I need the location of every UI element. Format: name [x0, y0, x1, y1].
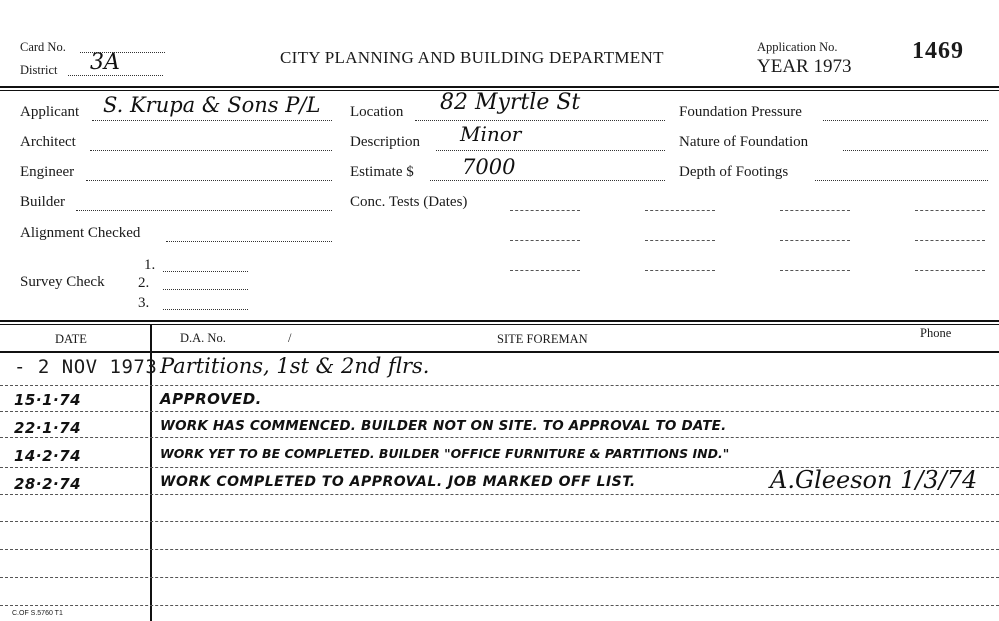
foundation-pressure-label: Foundation Pressure: [679, 104, 802, 120]
survey-line-3: [163, 309, 248, 310]
location-line: [415, 120, 665, 121]
form-code: C.OF S.5760 T1: [12, 610, 63, 617]
location-label: Location: [350, 104, 404, 120]
row-rule: [0, 494, 999, 495]
log-date: 28·2·74: [14, 475, 82, 493]
conc-line: [780, 270, 850, 271]
conc-line: [915, 210, 985, 211]
depth-footings-label: Depth of Footings: [679, 164, 789, 180]
applicant-label: Applicant: [20, 104, 80, 120]
row-rule: [0, 411, 999, 412]
conc-tests-label: Conc. Tests (Dates): [350, 194, 468, 210]
log-entry: WORK HAS COMMENCED. BUILDER NOT ON SITE. TO APPROVAL TO DATE.: [160, 418, 727, 434]
architect-line: [90, 150, 332, 151]
log-entry: WORK YET TO BE COMPLETED. BUILDER "OFFICE FURNITURE & PARTITIONS IND.": [160, 446, 730, 461]
architect-label: Architect: [20, 134, 76, 150]
year-label: YEAR 1973: [757, 56, 852, 77]
da-no-header: D.A. No.: [180, 331, 226, 345]
location-value: 82 Myrtle St: [440, 90, 581, 115]
applicant-line: [92, 120, 332, 121]
conc-line: [915, 270, 985, 271]
description-line: [436, 150, 665, 151]
district-label: District: [20, 63, 58, 77]
header-rule: [0, 86, 999, 88]
da-slash: /: [288, 331, 292, 345]
nature-foundation-line: [843, 150, 988, 151]
survey-line-2: [163, 289, 248, 290]
log-entry: Partitions, 1st & 2nd flrs.: [160, 354, 430, 378]
survey-num-2: 2.: [138, 275, 150, 291]
conc-line: [645, 210, 715, 211]
department-title: CITY PLANNING AND BUILDING DEPARTMENT: [280, 48, 664, 67]
estimate-value: 7000: [462, 155, 516, 179]
log-date: 15·1·74: [14, 391, 82, 409]
log-date: 22·1·74: [14, 419, 82, 437]
estimate-line: [430, 180, 665, 181]
conc-line: [645, 270, 715, 271]
description-label: Description: [350, 134, 420, 150]
district-value: 3A: [90, 50, 120, 75]
date-header: DATE: [55, 332, 87, 346]
depth-footings-line: [815, 180, 988, 181]
conc-line: [780, 210, 850, 211]
row-rule: [0, 605, 999, 606]
row-rule: [0, 577, 999, 578]
district-line: [68, 75, 163, 76]
log-top-rule: [0, 320, 999, 322]
description-value: Minor: [460, 122, 522, 146]
log-entry: APPROVED.: [160, 390, 262, 408]
nature-foundation-label: Nature of Foundation: [679, 134, 809, 150]
conc-line: [510, 240, 580, 241]
conc-line: [915, 240, 985, 241]
row-rule: [0, 521, 999, 522]
conc-line: [780, 240, 850, 241]
application-number: 1469: [912, 38, 964, 64]
survey-line-1: [163, 271, 248, 272]
log-date: - 2 NOV 1973: [14, 356, 158, 378]
site-foreman-header: SITE FOREMAN: [497, 332, 588, 346]
log-entry: WORK COMPLETED TO APPROVAL. JOB MARKED OFF LIST.: [160, 474, 636, 490]
conc-line: [510, 210, 580, 211]
signature: A.Gleeson 1/3/74: [770, 466, 978, 494]
alignment-line: [166, 241, 332, 242]
phone-header: Phone: [920, 326, 952, 340]
row-rule: [0, 385, 999, 386]
builder-label: Builder: [20, 194, 65, 210]
survey-check-label: Survey Check: [20, 274, 105, 290]
engineer-line: [86, 180, 332, 181]
log-date: 14·2·74: [14, 447, 82, 465]
conc-line: [645, 240, 715, 241]
row-rule: [0, 549, 999, 550]
card-no-label: Card No.: [20, 40, 66, 54]
survey-num-1: 1.: [144, 257, 156, 273]
builder-line: [76, 210, 332, 211]
applicant-value: S. Krupa & Sons P/L: [103, 93, 321, 117]
estimate-label: Estimate $: [350, 164, 414, 180]
row-rule: [0, 437, 999, 438]
application-label: Application No.: [757, 40, 838, 54]
alignment-label: Alignment Checked: [20, 225, 141, 241]
conc-line: [510, 270, 580, 271]
foundation-pressure-line: [823, 120, 988, 121]
engineer-label: Engineer: [20, 164, 75, 180]
survey-num-3: 3.: [138, 295, 150, 311]
